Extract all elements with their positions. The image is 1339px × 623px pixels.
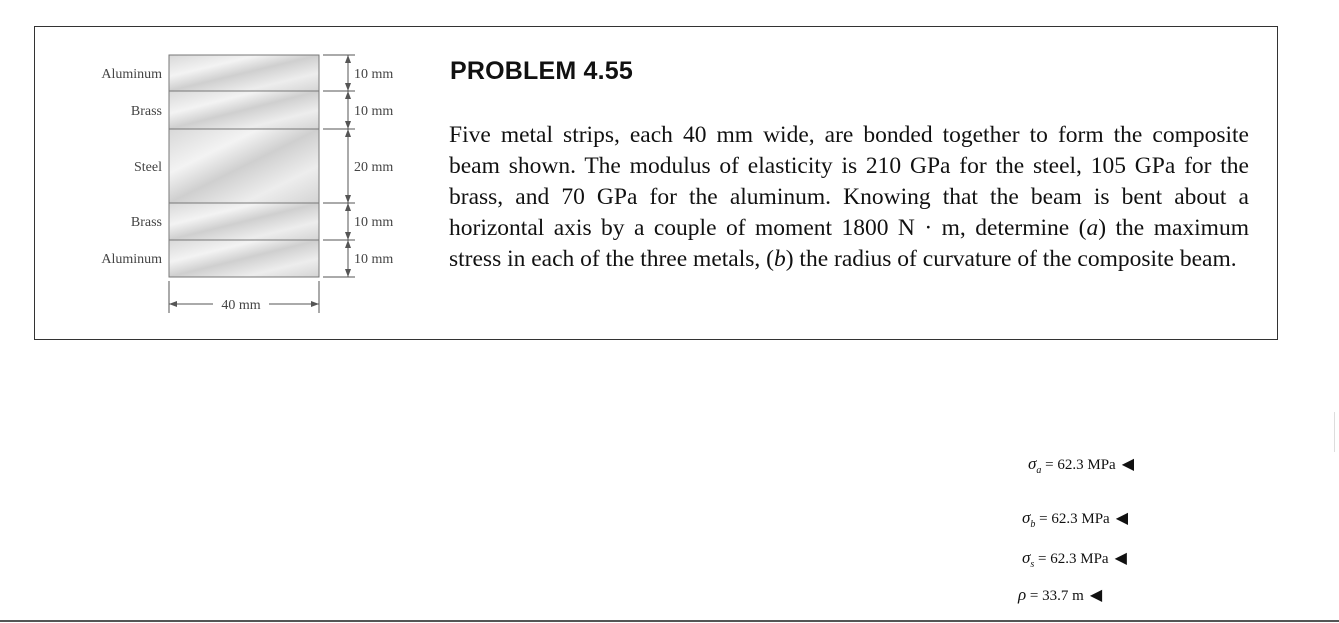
scrollbar-hint bbox=[1334, 412, 1335, 452]
statement-text: Five metal strips, each 40 mm wide, are bonded together to form the composite beam shown. The modulus of elasticity is 210 GPa for the steel, 105 GPa for the brass, and 70 GPa for the aluminum. Knowing that the beam is bent about a horizontal axis by a couple of moment 1800 N · m, determine ( bbox=[449, 122, 1249, 241]
statement-text: ) the radius of curvature of the composite beam. bbox=[785, 246, 1237, 272]
layer-label: Aluminum bbox=[101, 252, 162, 267]
statement-text: ) the maximum stress in each of the three metals, ( bbox=[449, 215, 1249, 272]
layer-label: Brass bbox=[130, 215, 162, 230]
dimension-label: 10 mm bbox=[354, 67, 394, 82]
layer-label: Aluminum bbox=[101, 67, 162, 82]
dimension-label: 10 mm bbox=[354, 252, 394, 267]
answer-marker-icon: ◀ bbox=[1089, 587, 1103, 604]
part-b-label: b bbox=[773, 246, 786, 272]
problem-box bbox=[34, 26, 1278, 340]
width-dimension-label: 40 mm bbox=[221, 298, 261, 313]
problem-title: PROBLEM 4.55 bbox=[450, 57, 634, 85]
answer-sigma-steel: $\sigma_s = 62.3$ MPa ◀ bbox=[1022, 548, 1127, 570]
composite-beam-figure bbox=[35, 27, 435, 341]
answer-sigma-aluminum: $\sigma_a = 62.3$ MPa ◀ bbox=[1028, 454, 1134, 476]
answer-marker-icon: ◀ bbox=[1115, 510, 1128, 527]
answer-marker-icon: ◀ bbox=[1114, 550, 1127, 567]
dimension-label: 10 mm bbox=[354, 104, 394, 119]
strip-aluminum-top bbox=[169, 55, 319, 91]
dimension-label: 10 mm bbox=[354, 215, 394, 230]
layer-label: Steel bbox=[134, 160, 162, 175]
layer-label: Brass bbox=[130, 104, 162, 119]
answer-radius-of-curvature: ρ = 33.7 m ◀ bbox=[1018, 585, 1103, 604]
dimension-label: 20 mm bbox=[354, 160, 394, 175]
part-a-label: a bbox=[1086, 215, 1099, 241]
strip-aluminum-bottom bbox=[169, 240, 319, 277]
strip-steel bbox=[169, 129, 319, 203]
strip-brass-top bbox=[169, 91, 319, 129]
answer-marker-icon: ◀ bbox=[1121, 456, 1134, 473]
page-divider bbox=[0, 620, 1339, 622]
strip-brass-bottom bbox=[169, 203, 319, 240]
problem-statement bbox=[449, 120, 1249, 275]
answer-sigma-brass: $\sigma_b = 62.3$ MPa ◀ bbox=[1022, 508, 1128, 530]
